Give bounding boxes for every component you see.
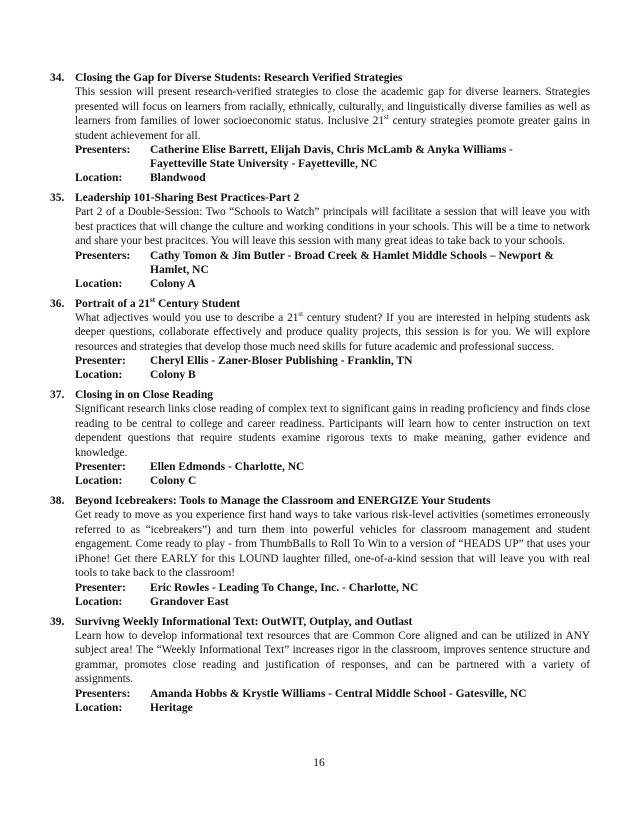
presenters-value: Catherine Elise Barrett, Elijah Davis, Chris McLamb & Anyka Williams - Fayetteville State University - Fayetteville, NC [150, 144, 513, 170]
session-description: Learn how to develop informational text resources that are Common Core aligned and can be utilized in ANY subject area! The “Weekly Informational Text” increases rigor in the classroom, improves sentence structure and grammar, promotes close reading and justification of responses, and can be partnered with a variety of assignments. [75, 629, 590, 685]
presenter-value: Eric Rowles - Leading To Change, Inc. - Charlotte, NC [150, 581, 419, 594]
session-title: Portrait of a 21st Century Student [75, 295, 241, 310]
presenter-row [75, 581, 590, 595]
location-value: Colony C [150, 475, 197, 487]
presenter-label: Presenter: [75, 461, 126, 473]
session-item [50, 297, 590, 383]
presenter-label: Presenter: [75, 355, 126, 367]
location-label: Location: [75, 172, 123, 184]
location-row [75, 474, 590, 488]
location-label: Location: [75, 277, 123, 290]
session-title: Closing the Gap for Diverse Students: Research Verified Strategies [75, 72, 403, 84]
presenters-row [75, 687, 590, 701]
page-number: 16 [313, 757, 325, 769]
location-row [75, 171, 590, 185]
session-number: 37. [50, 389, 65, 401]
session-number: 34. [50, 72, 65, 84]
location-value: Colony B [150, 369, 196, 381]
presenter-value: Cheryl Ellis - Zaner-Bloser Publishing - Franklin, TN [150, 355, 413, 367]
session-description: This session will present research-verified strategies to close the academic gap for diverse learners. Strategies presented will focus on learners from racially, ethnically, culturally, and linguistically diverse families as well as learners from families of lower socioeconomic status. Inclusive 21st century strategies promote greater gains in student achievement for all. [75, 86, 590, 142]
presenters-value: Cathy Tomon & Jim Butler - Broad Creek & Hamlet Middle Schools – Newport & Hamlet, NC [150, 249, 554, 276]
location-value: Colony A [150, 277, 196, 290]
location-value: Grandover East [150, 595, 229, 608]
session-number: 38. [50, 495, 65, 507]
presenters-value: Amanda Hobbs & Krystle Williams - Central Middle School - Gatesville, NC [150, 687, 527, 700]
session-title: Beyond Icebreakers: Tools to Manage the Classroom and ENERGIZE Your Students [75, 495, 491, 507]
location-label: Location: [75, 475, 123, 487]
session-description: Get ready to move as you experience first hand ways to take various risk-level activities (sometimes erroneously referred to as “icebreakers”) and turn them into powerful vehicles for classroom management and student engagement. Come ready to play - from ThumbBalls to Roll To Win to a version of “HEADS UP” that uses your iPhone! Get there EARLY for this LOUND laughter filled, one-of-a-kind session that will leave you with real tools to take back to the classroom! [75, 509, 590, 579]
session-title: Closing in on Close Reading [75, 389, 214, 401]
presenters-label: Presenters: [75, 249, 131, 262]
presenters-row [75, 143, 590, 171]
location-row [75, 701, 590, 715]
location-label: Location: [75, 369, 123, 381]
session-list [50, 71, 590, 721]
session-item [50, 191, 590, 291]
presenter-row [75, 460, 590, 474]
location-label: Location: [75, 595, 123, 608]
location-value: Blandwood [150, 172, 206, 184]
session-description: Significant research links close reading of complex text to significant gains in reading proficiency and finds close reading to be central to college and career readiness. Participants will learn how to center instruction on text dependent questions that require students examine rigorous texts to make meaning, gather evidence and knowledge. [75, 403, 590, 459]
session-item [50, 388, 590, 488]
location-row [75, 595, 590, 609]
presenter-label: Presenter: [75, 581, 126, 594]
session-item [50, 71, 590, 185]
session-title: Leadership 101-Sharing Best Practices-Part 2 [75, 192, 300, 204]
session-item [50, 494, 590, 609]
session-title: Survivng Weekly Informational Text: OutWIT, Outplay, and Outlast [75, 615, 413, 628]
session-description: What adjectives would you use to describe a 21st century student? If you are interested in helping students ask deeper questions, collaborate effectively and produce quality projects, this session is for you. We will explore resources and strategies that develop those much need skills for future academic and professional success. [75, 309, 590, 353]
presenter-value: Ellen Edmonds - Charlotte, NC [150, 461, 305, 473]
presenters-row [75, 249, 590, 277]
presenters-label: Presenters: [75, 144, 131, 156]
session-number: 35. [50, 192, 65, 204]
presenters-label: Presenters: [75, 687, 131, 700]
session-description: Part 2 of a Double-Session: Two “Schools to Watch” principals will facilitate a session that will leave you with best practices that will change the culture and working conditions in your schools. This will be a time to network and share your best pracitces. You will leave this session with many great ideas to take back to your schools. [75, 206, 590, 247]
presenter-row [75, 354, 590, 368]
session-item [50, 615, 590, 715]
location-label: Location: [75, 701, 123, 714]
location-row [75, 368, 590, 382]
location-row [75, 277, 590, 291]
location-value: Heritage [150, 701, 193, 714]
session-number: 36. [50, 297, 65, 310]
session-number: 39. [50, 615, 65, 628]
